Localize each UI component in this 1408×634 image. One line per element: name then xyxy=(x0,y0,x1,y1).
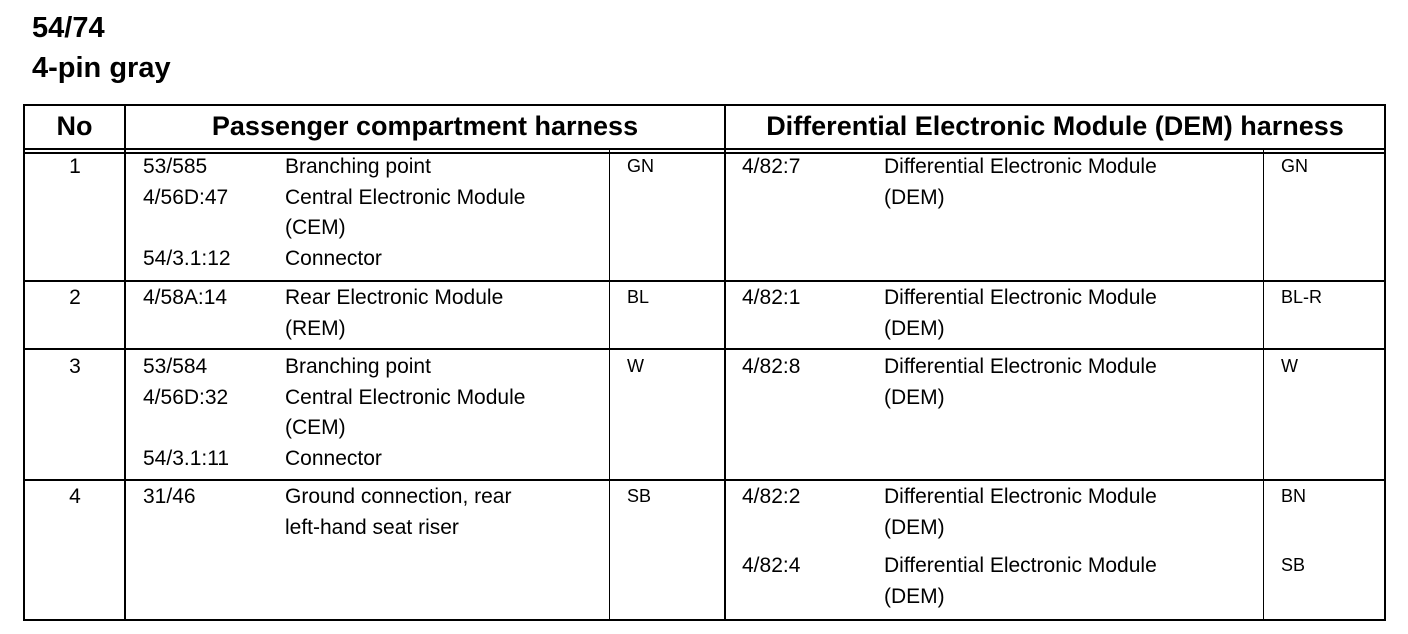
right-code: 4/82:1 xyxy=(742,286,801,309)
left-description: (REM) xyxy=(285,316,346,340)
pin-number: 4 xyxy=(69,485,81,508)
wire-color: GN xyxy=(1281,156,1308,176)
connector-number: 54/74 xyxy=(32,12,105,44)
left-code: 4/56D:32 xyxy=(143,385,229,409)
left-description: Central Electronic Module xyxy=(285,185,526,209)
left-code: 4/56D:47 xyxy=(143,185,229,209)
column-divider xyxy=(1263,150,1264,621)
wire-color: SB xyxy=(1281,555,1306,575)
left-code: 54/3.1:12 xyxy=(143,246,231,270)
pin-number: 1 xyxy=(69,155,81,178)
row-divider xyxy=(23,479,1386,481)
wire-color: BL-R xyxy=(1281,287,1323,307)
wire-color: GN xyxy=(627,156,654,176)
row-divider xyxy=(23,280,1386,282)
left-code: 31/46 xyxy=(143,485,196,508)
left-description: Connector xyxy=(285,446,382,470)
left-description: Ground connection, rear xyxy=(285,485,512,508)
column-divider xyxy=(724,104,726,621)
wire-color: W xyxy=(1281,356,1298,376)
left-code: 53/585 xyxy=(143,155,208,178)
wire-color: BL xyxy=(627,287,650,307)
right-description: Differential Electronic Module xyxy=(884,485,1157,508)
connector-description: 4-pin gray xyxy=(32,52,171,84)
right-code: 4/82:2 xyxy=(742,485,801,508)
left-description: (CEM) xyxy=(285,216,346,239)
row-divider xyxy=(23,348,1386,350)
right-description: Differential Electronic Module xyxy=(884,554,1157,577)
left-description: Branching point xyxy=(285,355,431,378)
right-description: (DEM) xyxy=(884,515,945,539)
wire-color: W xyxy=(627,356,644,376)
header-dem-harness: Differential Electronic Module (DEM) harness xyxy=(766,111,1344,141)
left-description: Central Electronic Module xyxy=(285,385,526,409)
left-description: Branching point xyxy=(285,155,431,178)
right-description: Differential Electronic Module xyxy=(884,286,1157,309)
right-description: (DEM) xyxy=(884,185,945,209)
right-code: 4/82:7 xyxy=(742,155,801,178)
right-description: (DEM) xyxy=(884,585,945,608)
header-no: No xyxy=(56,111,93,141)
pin-number: 3 xyxy=(69,355,81,378)
right-description: (DEM) xyxy=(884,316,945,340)
left-code: 54/3.1:11 xyxy=(143,446,230,470)
left-description: Connector xyxy=(285,246,382,270)
wire-color: SB xyxy=(627,486,652,506)
right-code: 4/82:8 xyxy=(742,355,801,378)
left-code: 53/584 xyxy=(143,355,208,378)
column-divider xyxy=(609,150,610,621)
right-code: 4/82:4 xyxy=(742,554,801,577)
header-divider xyxy=(23,148,1386,150)
right-description: Differential Electronic Module xyxy=(884,355,1157,378)
left-code: 4/58A:14 xyxy=(143,286,228,309)
header-passenger-harness: Passenger compartment harness xyxy=(211,111,639,141)
left-description: left-hand seat riser xyxy=(285,515,459,539)
left-description: Rear Electronic Module xyxy=(285,286,504,309)
pin-number: 2 xyxy=(69,286,81,309)
left-description: (CEM) xyxy=(285,416,346,439)
wire-color: BN xyxy=(1281,486,1307,506)
right-description: (DEM) xyxy=(884,385,945,409)
right-description: Differential Electronic Module xyxy=(884,155,1157,178)
header-divider xyxy=(23,152,1386,154)
